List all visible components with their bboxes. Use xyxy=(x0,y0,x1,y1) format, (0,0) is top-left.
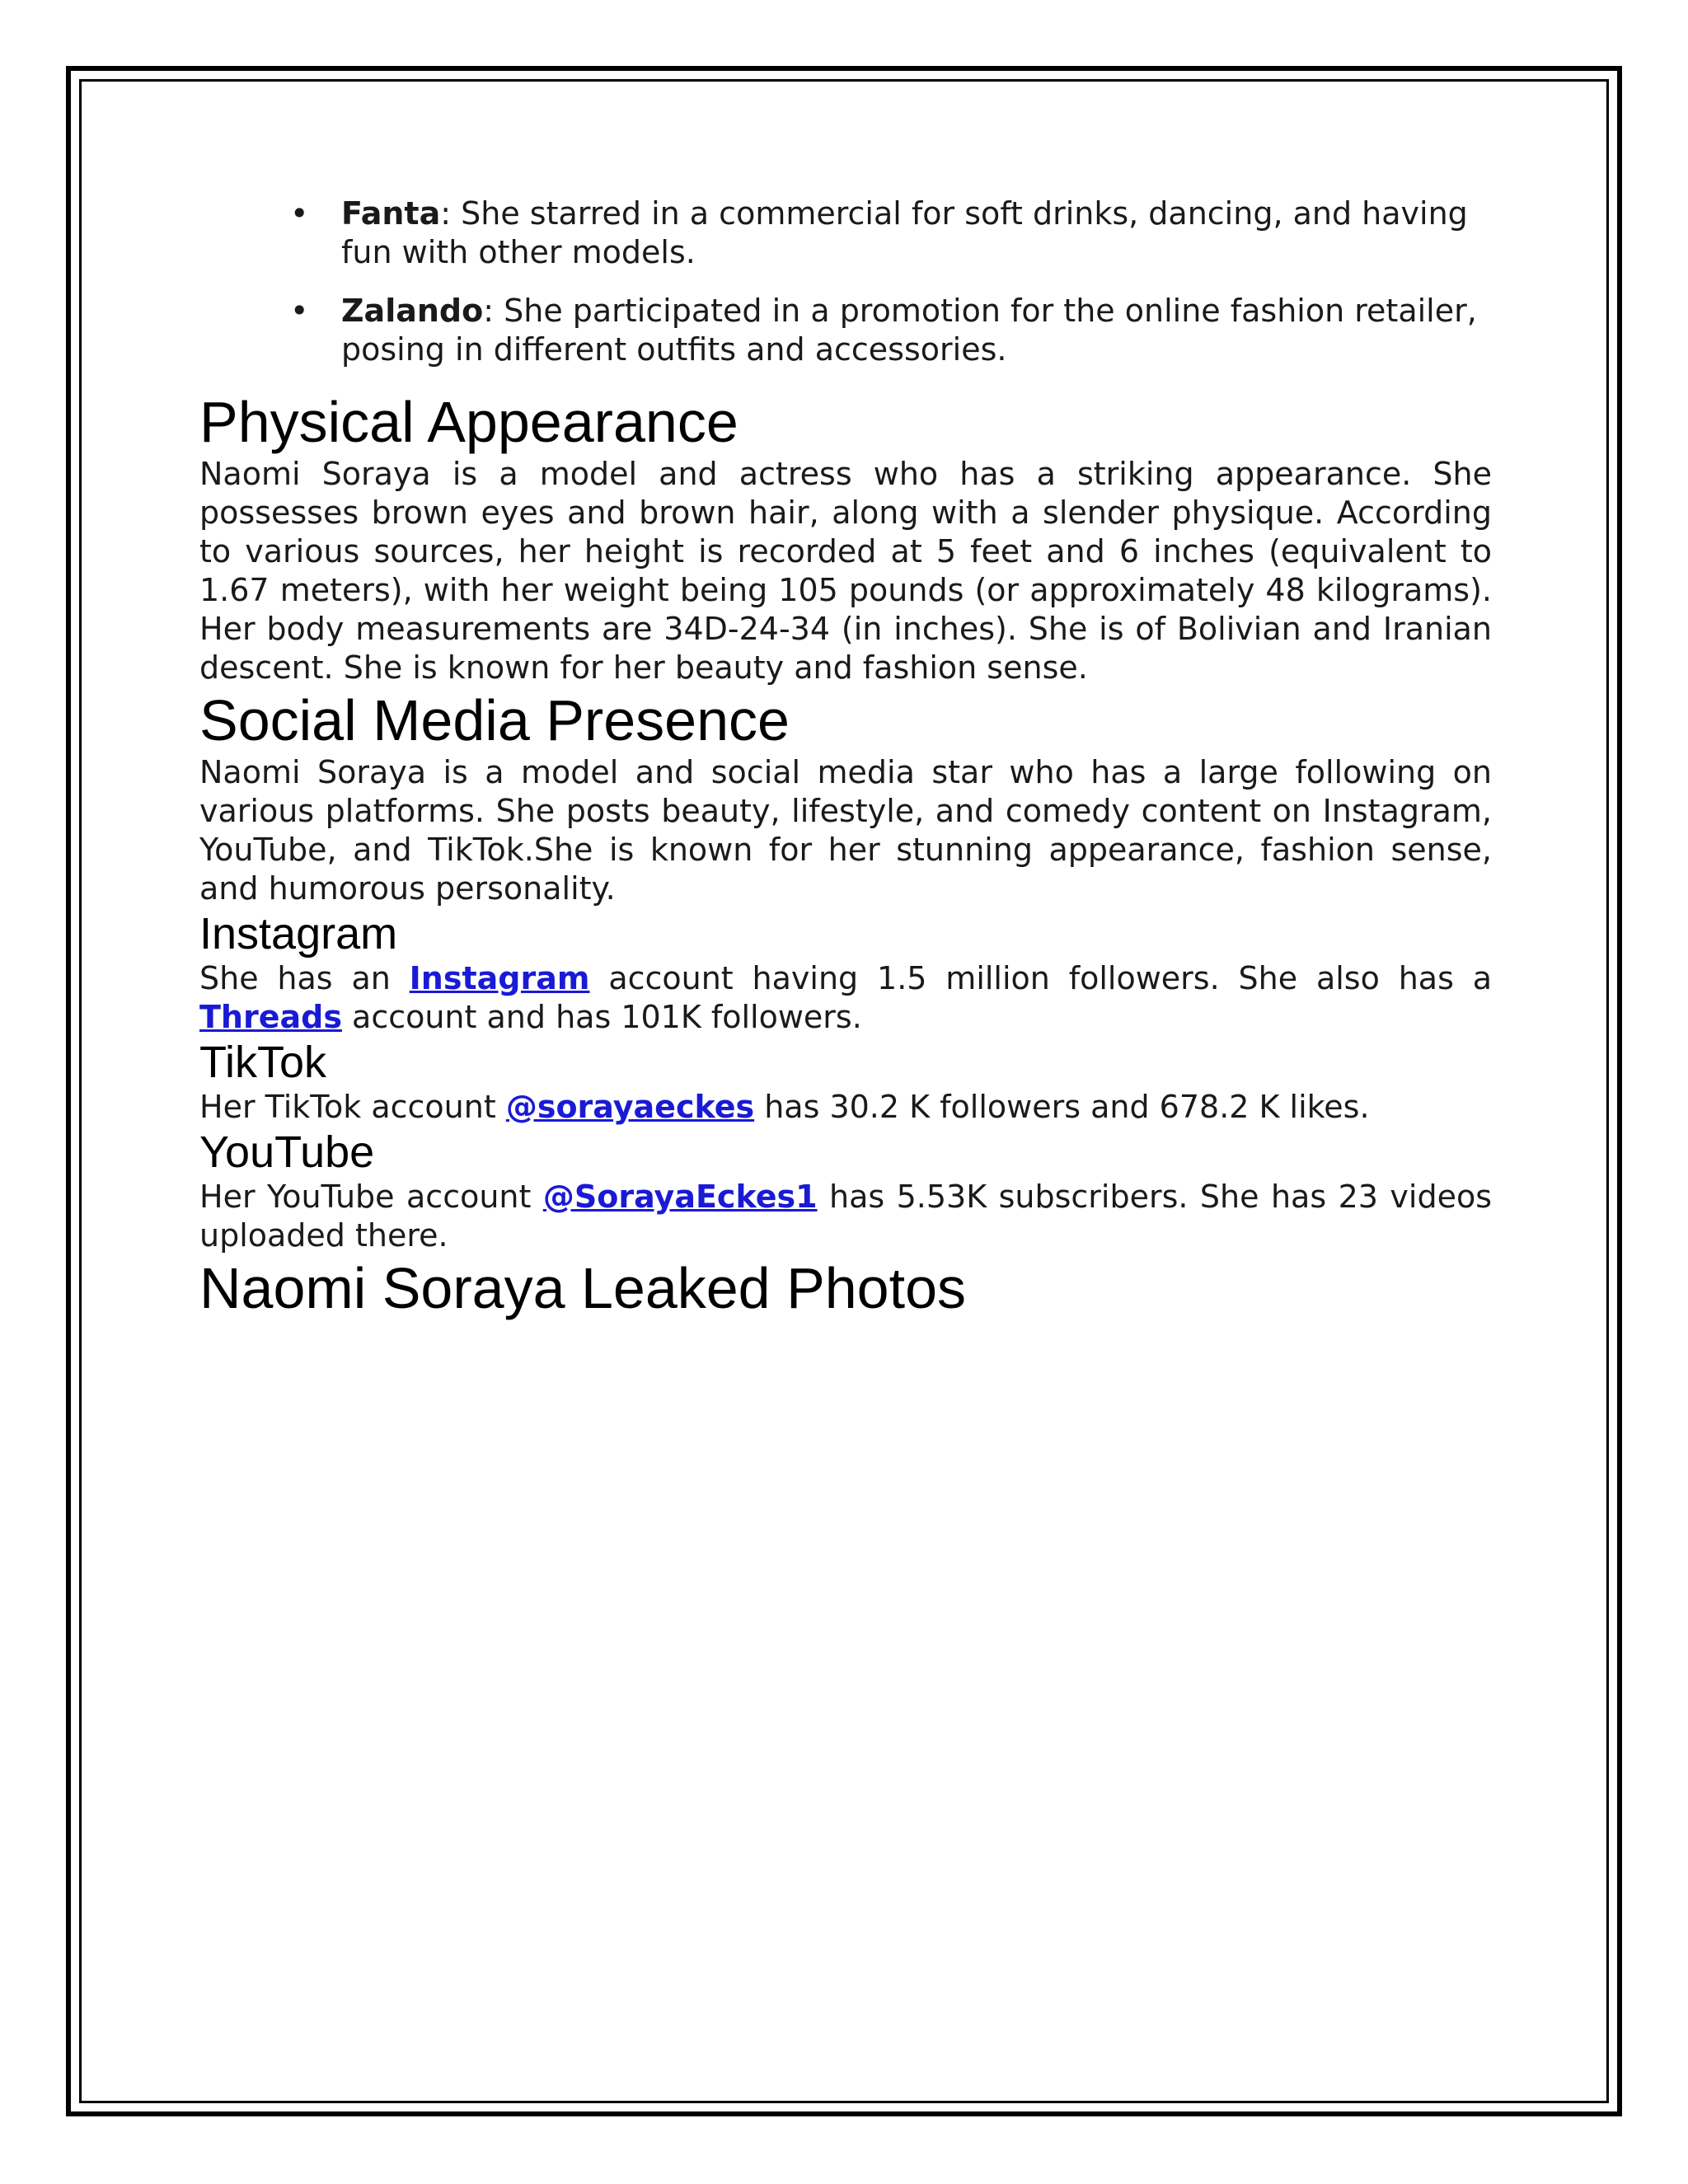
instagram-link[interactable]: Instagram xyxy=(409,960,590,996)
text-segment: account having 1.5 million followers. She also has a xyxy=(589,960,1492,996)
text-segment: has 30.2 K followers and 678.2 K likes. xyxy=(754,1089,1370,1125)
paragraph-social-media: Naomi Soraya is a model and social media star who has a large following on various platforms. She posts beauty, lifestyle, and comedy content on Instagram, YouTube, and TikTok.She is known for her stunning appearance, fashion sense, and humorous personality. xyxy=(199,754,1492,907)
heading-physical-appearance: Physical Appearance xyxy=(199,390,738,454)
text-segment: Her TikTok account xyxy=(199,1089,506,1125)
tiktok-account-link[interactable]: @sorayaeckes xyxy=(505,1089,755,1125)
text-segment: account and has 101K followers. xyxy=(341,999,862,1035)
heading-youtube: YouTube xyxy=(199,1127,375,1177)
threads-link[interactable]: Threads xyxy=(199,999,342,1035)
brand-name: Zalando xyxy=(341,293,484,329)
paragraph-physical-appearance: Naomi Soraya is a model and actress who has a striking appearance. She possesses brown eyes and brown hair, along with a slender physique. According to various sources, her height is recorded at 5 feet and 6 inches (equivalent to 1.67 meters), with her weight being 105 pounds (or approximately 48 kilograms). Her body measurements are 34D-24-34 (in inches). She is of Bolivian and Iranian descent. She is known for her beauty and fashion sense. xyxy=(199,456,1492,686)
paragraph-instagram xyxy=(199,959,1492,1037)
brand-name: Fanta xyxy=(341,195,441,232)
heading-tiktok: TikTok xyxy=(199,1038,327,1087)
heading-social-media: Social Media Presence xyxy=(199,688,790,752)
heading-instagram: Instagram xyxy=(199,909,398,958)
text-segment: She has an xyxy=(199,960,410,996)
list-item-text: : She participated in a promotion for the online fashion retailer, posing in different outfits and accessories. xyxy=(341,293,1477,368)
endorsement-list xyxy=(199,194,1492,369)
document-content xyxy=(199,194,1492,1321)
list-item xyxy=(341,194,1492,272)
text-segment: has 5.53K subscribers. She has 23 videos uploaded there. xyxy=(199,1179,1492,1254)
heading-leaked-photos: Naomi Soraya Leaked Photos xyxy=(199,1256,966,1320)
list-item xyxy=(341,292,1492,369)
paragraph-youtube xyxy=(199,1178,1492,1255)
paragraph-tiktok xyxy=(199,1088,1492,1127)
text-segment: Her YouTube account xyxy=(199,1179,543,1215)
list-item-text: : She starred in a commercial for soft drinks, dancing, and having fun with other models. xyxy=(341,195,1468,270)
youtube-account-link[interactable]: @SorayaEckes1 xyxy=(542,1179,818,1215)
